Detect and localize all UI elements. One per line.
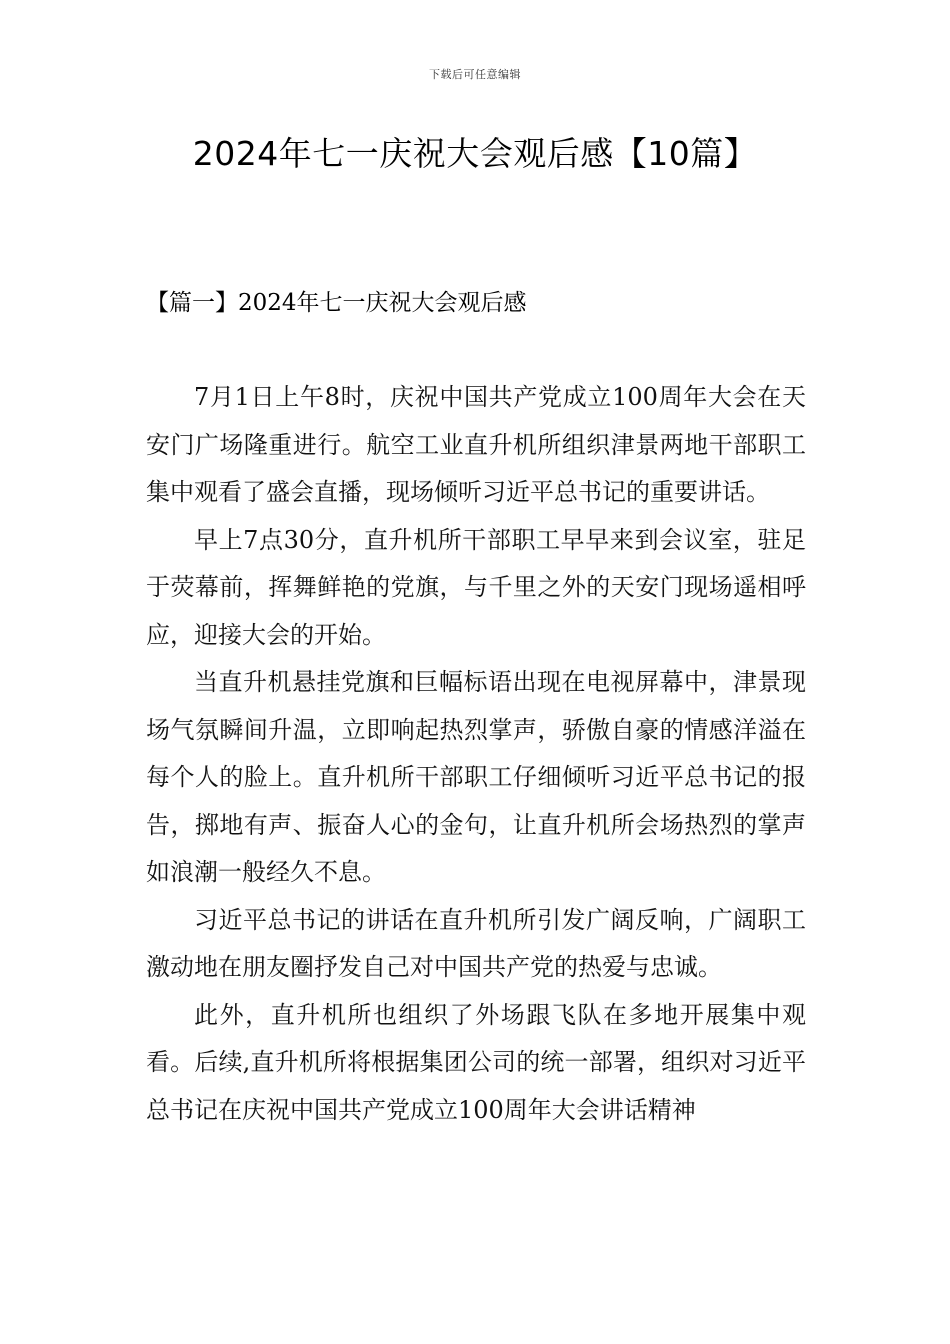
- paragraph-5: 此外，直升机所也组织了外场跟飞队在多地开展集中观看。后续,直升机所将根据集团公司的统一部署，组织对习近平总书记在庆祝中国共产党成立100周年大会讲话精神: [146, 1000, 806, 1124]
- paragraph-3: 当直升机悬挂党旗和巨幅标语出现在电视屏幕中，津景现场气氛瞬间升温，立即响起热烈掌声，骄傲自豪的情感洋溢在每个人的脸上。直升机所干部职工仔细倾听习近平总书记的报告，掷地有声、振奋人心的金句，让直升机所会场热烈的掌声如浪潮一般经久不息。: [146, 668, 806, 886]
- paragraph-1: 7月1日上午8时，庆祝中国共产党成立100周年大会在天安门广场隆重进行。航空工业直升机所组织津景两地干部职工集中观看了盛会直播，现场倾听习近平总书记的重要讲话。: [146, 383, 806, 506]
- document-title: 2024年七一庆祝大会观后感【10篇】: [192, 134, 758, 173]
- body-text: [146, 374, 806, 1134]
- paragraph-4: 习近平总书记的讲话在直升机所引发广阔反响，广阔职工激动地在朋友圈抒发自己对中国共产党的热爱与忠诚。: [146, 905, 806, 981]
- paragraph-2: 早上7点30分，直升机所干部职工早早来到会议室，驻足于荧幕前，挥舞鲜艳的党旗，与千里之外的天安门现场遥相呼应，迎接大会的开始。: [146, 525, 806, 649]
- section-heading: 【篇一】2024年七一庆祝大会观后感: [146, 290, 527, 316]
- header-note: 下载后可任意编辑: [429, 68, 521, 81]
